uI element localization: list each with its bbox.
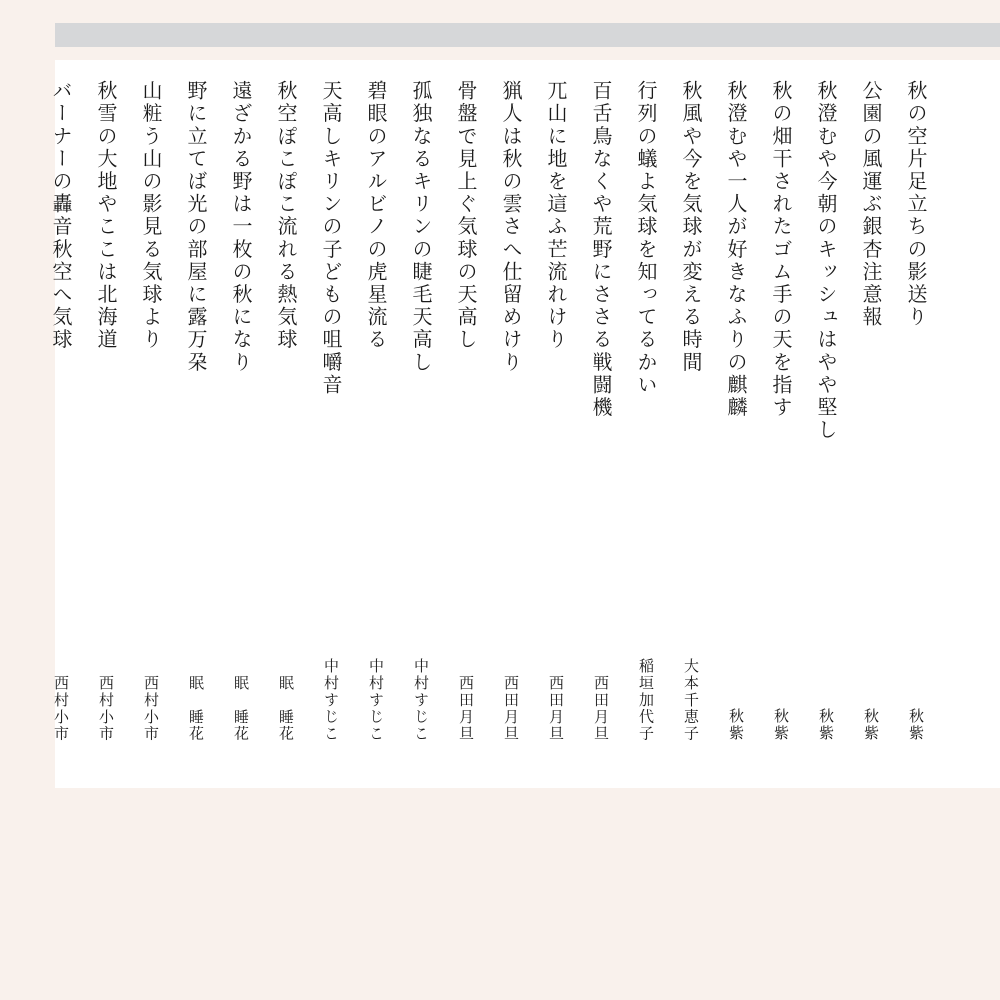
haiku-entry: [848, 60, 893, 788]
haiku-entry: [533, 60, 578, 788]
haiku-text: 遠ざかる野は一枚の秋になり: [229, 80, 253, 374]
haiku-text: 行列の蟻よ気球を知ってるかい: [634, 80, 658, 397]
haiku-text: 秋空ぽこぽこ流れる熱気球: [274, 80, 298, 352]
haiku-author: 中村すじこ: [412, 658, 430, 742]
haiku-entry: [308, 60, 353, 788]
haiku-author: 眠 睡花: [232, 674, 250, 742]
haiku-author: 秋紫: [907, 708, 925, 742]
haiku-entry: [128, 60, 173, 788]
haiku-entry: [398, 60, 443, 788]
haiku-text: 骨盤で見上ぐ気球の天高し: [454, 80, 478, 352]
haiku-text: 山粧う山の影見る気球より: [139, 80, 163, 352]
haiku-author: 稲垣加代子: [637, 658, 655, 742]
haiku-text: 公園の風運ぶ銀杏注意報: [859, 80, 883, 329]
haiku-text: 天高しキリンの子どもの咀嚼音: [319, 80, 343, 397]
haiku-text: 孤独なるキリンの睫毛天高し: [409, 80, 433, 374]
haiku-entry: [668, 60, 713, 788]
haiku-text: 秋澄むや一人が好きなふりの麒麟: [724, 80, 748, 419]
haiku-entry: [263, 60, 308, 788]
haiku-entry: [218, 60, 263, 788]
haiku-entry: [713, 60, 758, 788]
haiku-text: 秋の畑干されたゴム手の天を指す: [769, 80, 793, 419]
haiku-author: 中村すじこ: [367, 658, 385, 742]
haiku-author: 秋紫: [817, 708, 835, 742]
haiku-entry: [173, 60, 218, 788]
haiku-author: 西田月旦: [502, 674, 520, 742]
haiku-author: 眠 睡花: [187, 674, 205, 742]
haiku-entry: [803, 60, 848, 788]
haiku-author: 西田月旦: [547, 674, 565, 742]
haiku-text: 猟人は秋の雲さへ仕留めけり: [499, 80, 523, 374]
haiku-entry: [488, 60, 533, 788]
haiku-entry: [758, 60, 803, 788]
haiku-entry: [893, 60, 938, 788]
top-bar: [55, 23, 1000, 47]
haiku-text: 碧眼のアルビノの虎星流る: [364, 80, 388, 352]
haiku-author: 西村小市: [52, 674, 70, 742]
haiku-text: 百舌鳥なくや荒野にささる戦闘機: [589, 80, 613, 419]
haiku-text: 秋澄むや今朝のキッシュはやや堅し: [814, 80, 838, 442]
haiku-author: 大本千恵子: [682, 658, 700, 742]
haiku-author: 西村小市: [142, 674, 160, 742]
haiku-entry: [623, 60, 668, 788]
haiku-text: 秋の空片足立ちの影送り: [904, 80, 928, 329]
haiku-author: 中村すじこ: [322, 658, 340, 742]
haiku-entry: [443, 60, 488, 788]
haiku-author: 西田月旦: [457, 674, 475, 742]
haiku-author: 秋紫: [772, 708, 790, 742]
haiku-text: バーナーの轟音秋空へ気球: [49, 80, 73, 352]
haiku-entry: [353, 60, 398, 788]
haiku-list: [49, 60, 1000, 788]
haiku-author: 秋紫: [862, 708, 880, 742]
haiku-text: 兀山に地を這ふ芒流れけり: [544, 80, 568, 352]
haiku-text: 秋雪の大地やここは北海道: [94, 80, 118, 352]
haiku-author: 秋紫: [727, 708, 745, 742]
haiku-author: 西村小市: [97, 674, 115, 742]
haiku-author: 西田月旦: [592, 674, 610, 742]
haiku-entry: [578, 60, 623, 788]
haiku-entry: [38, 60, 83, 788]
haiku-author: 眠 睡花: [277, 674, 295, 742]
haiku-text: 野に立てば光の部屋に露万朶: [184, 80, 208, 374]
haiku-sheet: [49, 60, 1000, 788]
haiku-text: 秋風や今を気球が変える時間: [679, 80, 703, 374]
haiku-entry: [83, 60, 128, 788]
